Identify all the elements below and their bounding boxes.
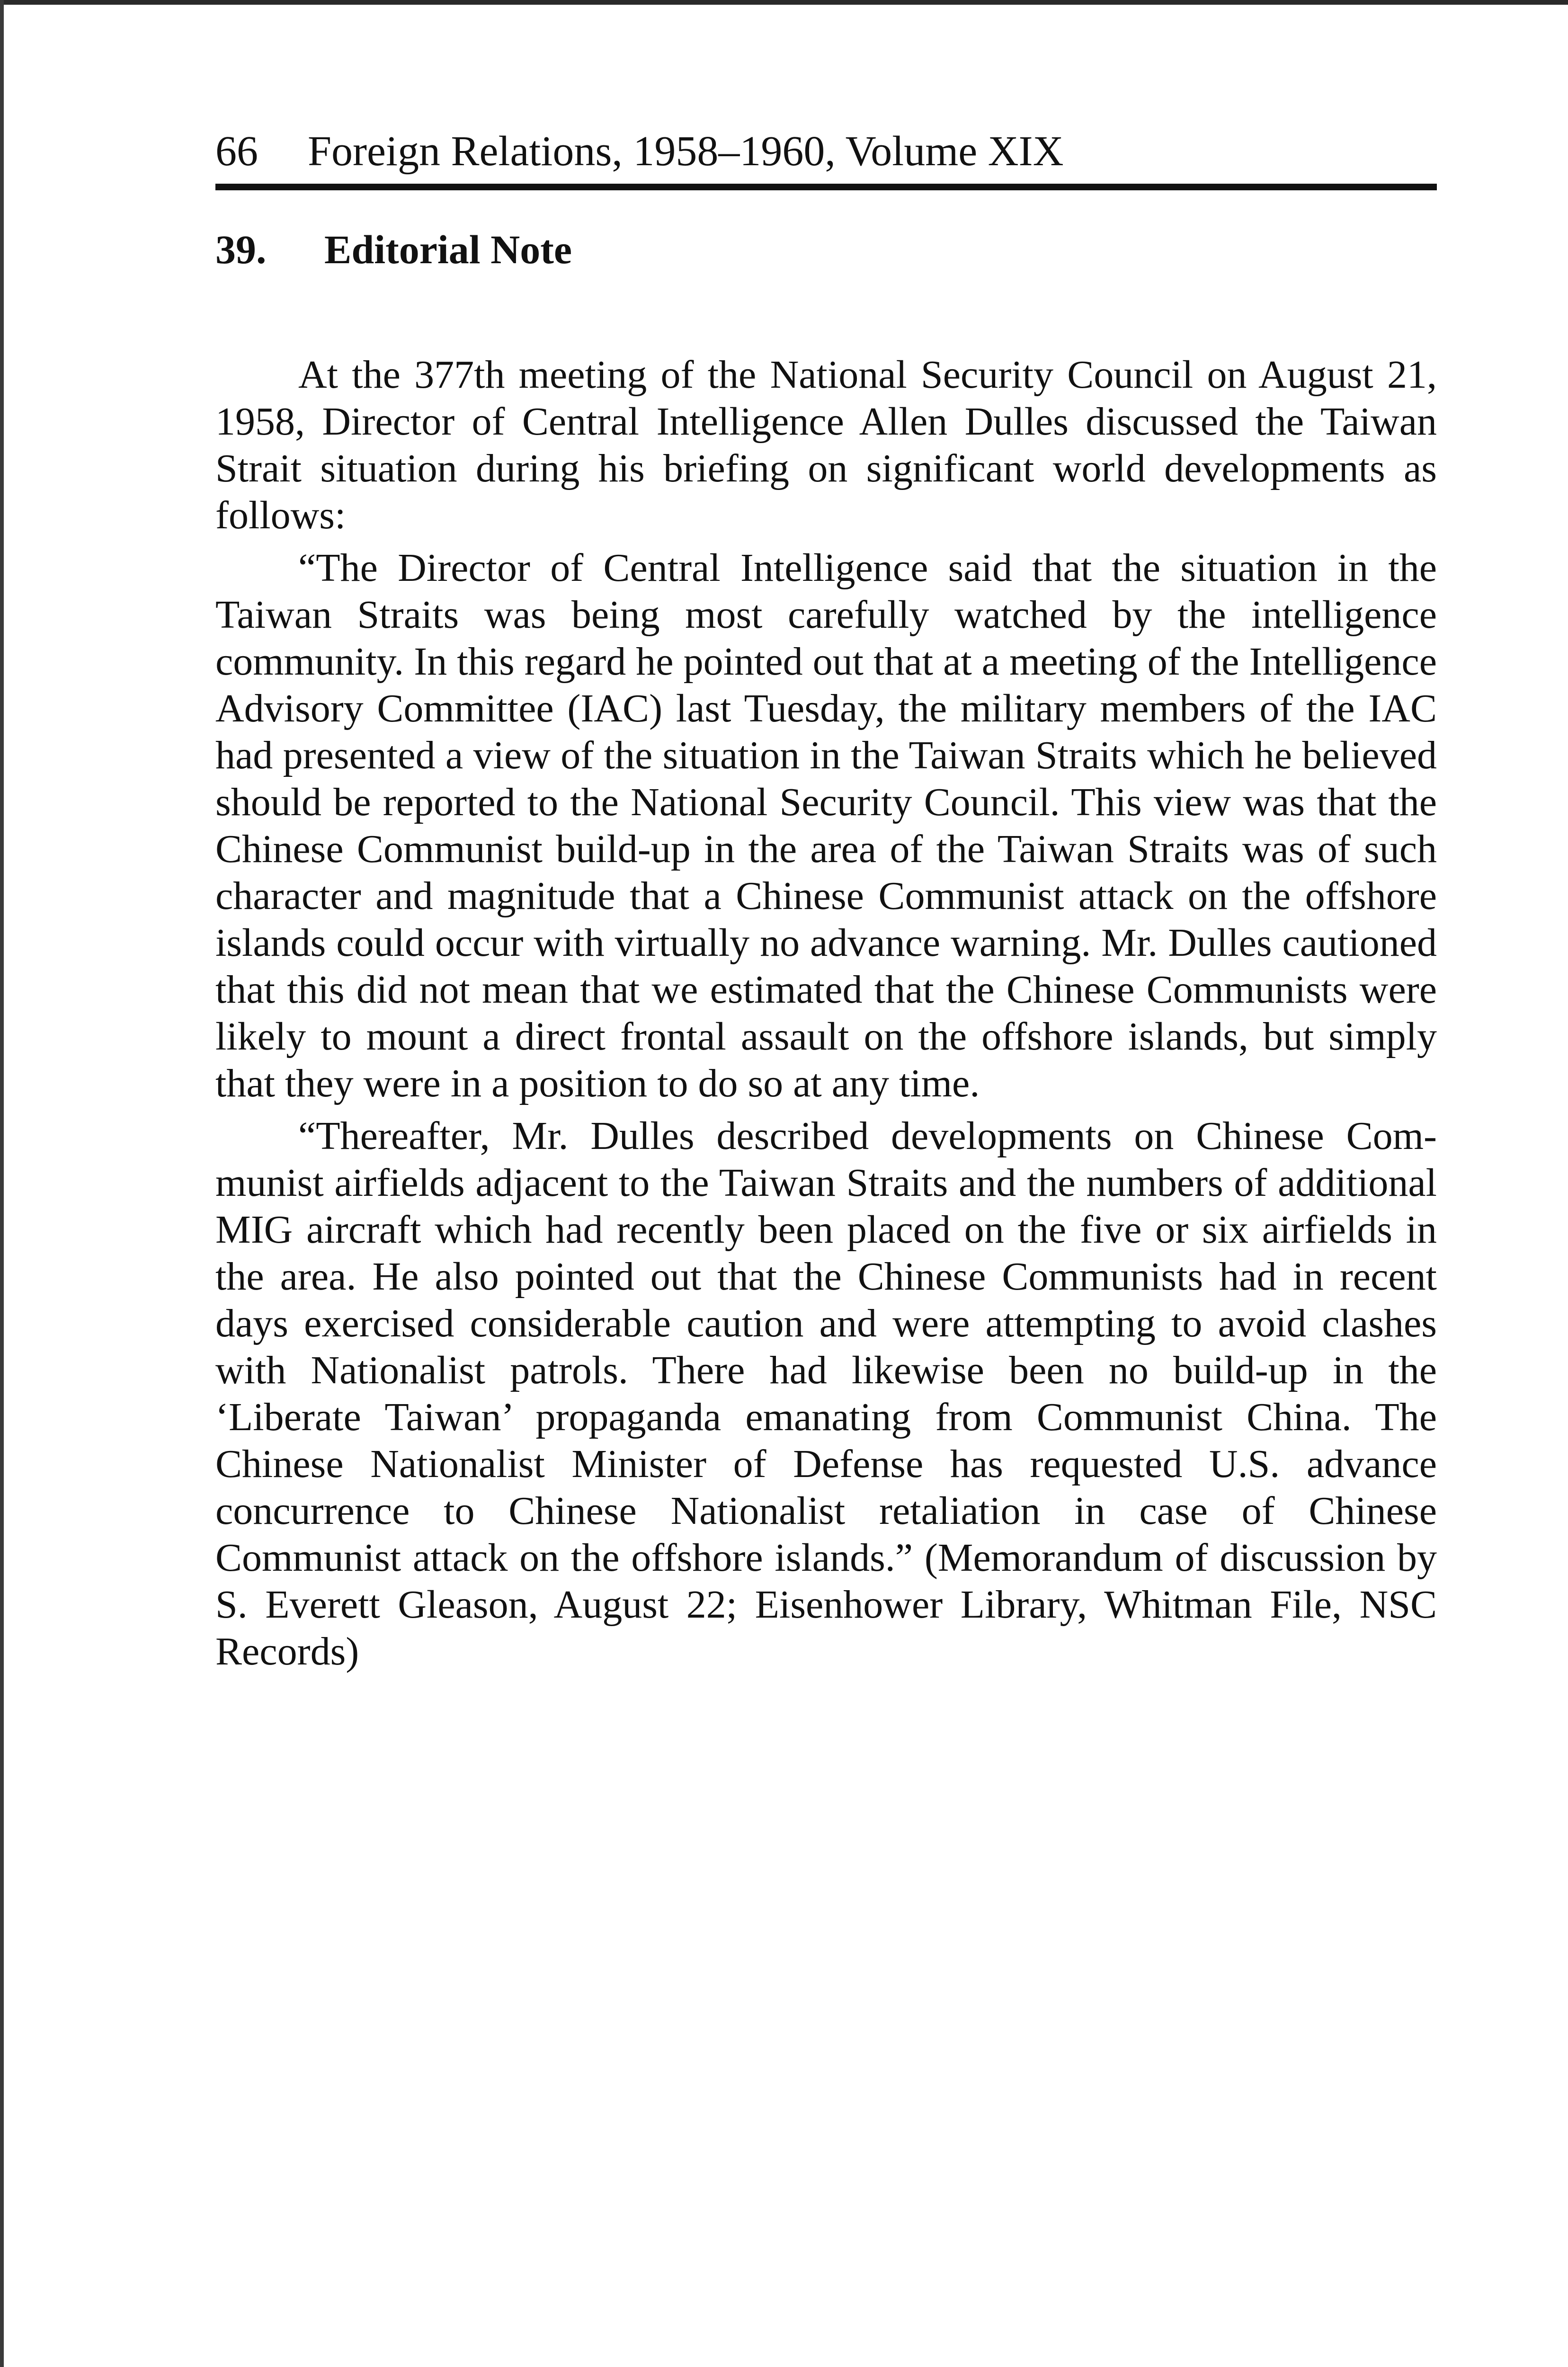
body-text xyxy=(215,351,1437,1681)
page-left-edge xyxy=(0,0,4,2367)
document-heading xyxy=(215,223,572,276)
page-number: 66 xyxy=(215,128,258,175)
page-top-edge xyxy=(0,0,1568,5)
paragraph-intro: At the 377th meeting of the National Security Council on August 21, 1958, Director of Central Intelligence Allen Dulles discussed the Taiwan Strait situation during his briefing on significant world developments as follows: xyxy=(215,353,1437,537)
document-number: 39. xyxy=(215,227,267,272)
header-rule xyxy=(215,184,1437,190)
running-head xyxy=(215,125,1437,178)
paragraph-airfields: “Thereafter, Mr. Dulles described developments on Chinese Communist airfields adjacent to the Taiwan Straits and the numbers of additional MIG aircraft which had recently been placed on the five or six airfields in the area. He also pointed out that the Chinese Communists had in recent days exercised considerable caution and were attempting to avoid clashes with Nationalist patrols. There had likewise been no build-up in the ‘Liberate Taiwan’ propaganda emanating from Communist China. The Chinese Nationalist Minister of Defense has requested U.S. advance concurrence to Chinese Nationalist retaliation in case of Chinese Communist attack on the offshore islands.” (Memorandum of discussion by S. Everett Gleason, August 22; Eisenhower Library, Whitman File, NSC Records) xyxy=(215,1114,1437,1673)
running-title: Foreign Relations, 1958–1960, Volume XIX xyxy=(308,128,1064,175)
paragraph-dci-statement: “The Director of Central Intelligence said that the situation in the Taiwan Straits was being most carefully watched by the intelligence community. In this regard he pointed out that at a meeting of the Intelligence Advisory Committee (IAC) last Tuesday, the military members of the IAC had presented a view of the situation in the Taiwan Straits which he believed should be reported to the National Security Council. This view was that the Chinese Communist build-up in the area of the Taiwan Straits was of such character and magnitude that a Chinese Communist attack on the offshore islands could occur with virtually no advance warning. Mr. Dulles cautioned that this did not mean that we estimated that the Chinese Communists were likely to mount a direct frontal assault on the offshore islands, but simply that they were in a position to do so at any time. xyxy=(215,546,1437,1105)
document-title: Editorial Note xyxy=(324,227,572,272)
